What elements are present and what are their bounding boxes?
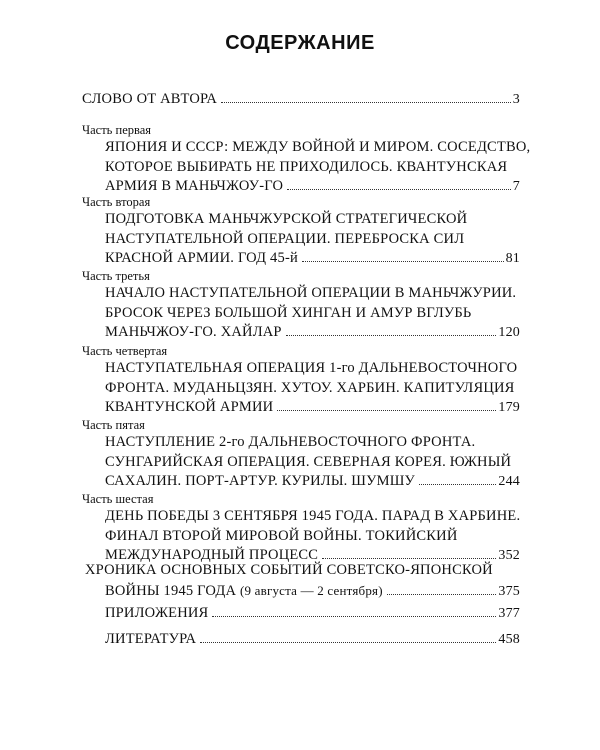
- part-label: Часть четвертая: [82, 344, 168, 358]
- dot-leader: [322, 558, 496, 559]
- toc-entry-line: ПОДГОТОВКА МАНЬЧЖУРСКОЙ СТРАТЕГИЧЕСКОЙ: [105, 211, 468, 227]
- page-number: 352: [498, 548, 520, 563]
- toc-entry-line: КРАСНОЙ АРМИИ. ГОД 45-й: [105, 250, 298, 266]
- date-range: (9 августа — 2 сентября): [239, 582, 383, 598]
- toc-entry-line: НАСТУПАТЕЛЬНАЯ ОПЕРАЦИЯ 1-го ДАЛЬНЕВОСТОЧНОГО: [105, 360, 518, 376]
- page-number: 375: [498, 583, 520, 599]
- dot-leader: [387, 594, 497, 595]
- toc-entry-part-3[interactable]: [82, 268, 520, 343]
- page-title: СОДЕРЖАНИЕ: [225, 32, 375, 54]
- page-number: 3: [512, 92, 520, 107]
- dot-leader: [419, 484, 496, 485]
- toc-entry-chronicle[interactable]: [82, 561, 520, 600]
- toc-entry-line: ДЕНЬ ПОБЕДЫ 3 СЕНТЯБРЯ 1945 ГОДА. ПАРАД В ХАРБИНЕ.: [105, 508, 521, 524]
- page-number: 244: [498, 474, 520, 489]
- toc-entry-line: НАСТУПАТЕЛЬНОЙ ОПЕРАЦИИ. ПЕРЕБРОСКА СИЛ: [105, 230, 465, 247]
- dot-leader: [286, 335, 497, 336]
- toc-entry-line: ФИНАЛ ВТОРОЙ МИРОВОЙ ВОЙНЫ. ТОКИЙСКИЙ: [105, 527, 458, 544]
- dot-leader: [287, 189, 511, 190]
- toc-entry-line: КВАНТУНСКОЙ АРМИИ: [105, 399, 274, 415]
- dot-leader: [302, 261, 504, 262]
- dot-leader: [277, 410, 496, 411]
- toc-entry-line: АРМИЯ В МАНЬЧЖОУ-ГО: [105, 178, 284, 194]
- toc-entry-line: КОТОРОЕ ВЫБИРАТЬ НЕ ПРИХОДИЛОСЬ. КВАНТУНСКАЯ: [105, 158, 508, 175]
- toc-entry-literature[interactable]: [82, 630, 520, 650]
- part-label: Часть третья: [82, 269, 150, 283]
- dot-leader: [221, 102, 511, 103]
- toc-entry-part-2[interactable]: [82, 194, 520, 269]
- toc-entry-line: ФРОНТА. МУДАНЬЦЗЯН. ХУТОУ. ХАРБИН. КАПИТУЛЯЦИЯ: [105, 379, 515, 396]
- toc-entry-part-6[interactable]: [82, 491, 520, 566]
- dot-leader: [200, 642, 496, 643]
- toc-entry-title: СЛОВО ОТ АВТОРА: [82, 91, 218, 107]
- toc-entry-appendices[interactable]: [82, 604, 520, 624]
- toc-entry-part-4[interactable]: [82, 343, 520, 418]
- toc-entry-line: ХРОНИКА ОСНОВНЫХ СОБЫТИЙ СОВЕТСКО-ЯПОНСКОЙ: [85, 562, 493, 578]
- toc-entry-line: НАЧАЛО НАСТУПАТЕЛЬНОЙ ОПЕРАЦИИ В МАНЬЧЖУРИИ.: [105, 285, 517, 301]
- toc-entry-line: ЯПОНИЯ И СССР: МЕЖДУ ВОЙНОЙ И МИРОМ. СОСЕДСТВО,: [105, 139, 531, 155]
- part-label: Часть шестая: [82, 492, 154, 506]
- toc-entry-line: САХАЛИН. ПОРТ-АРТУР. КУРИЛЫ. ШУМШУ: [105, 473, 415, 489]
- page-number: 377: [498, 606, 520, 621]
- part-label: Часть пятая: [82, 418, 145, 432]
- page-number: 120: [498, 325, 520, 340]
- toc-entry-title: ЛИТЕРАТУРА: [105, 631, 197, 647]
- page-number: 458: [498, 632, 520, 647]
- toc-entry-line: НАСТУПЛЕНИЕ 2-го ДАЛЬНЕВОСТОЧНОГО ФРОНТА.: [105, 434, 476, 450]
- page-number: 7: [512, 179, 520, 194]
- part-label: Часть первая: [82, 123, 152, 137]
- toc-entry-part-5[interactable]: [82, 417, 520, 492]
- toc-entry-line: МАНЬЧЖОУ-ГО. ХАЙЛАР: [105, 324, 282, 340]
- toc-entry-line: МЕЖДУНАРОДНЫЙ ПРОЦЕСС: [105, 547, 319, 563]
- toc-entry-line: СУНГАРИЙСКАЯ ОПЕРАЦИЯ. СЕВЕРНАЯ КОРЕЯ. ЮЖНЫЙ: [105, 453, 512, 470]
- toc-entry-line: БРОСОК ЧЕРЕЗ БОЛЬШОЙ ХИНГАН И АМУР ВГЛУБЬ: [105, 304, 472, 321]
- page-number: 179: [498, 400, 520, 415]
- toc-entry-part-1[interactable]: [82, 122, 531, 197]
- toc-entry-title: ПРИЛОЖЕНИЯ: [105, 605, 209, 621]
- part-label: Часть вторая: [82, 195, 151, 209]
- page-number: 81: [505, 251, 520, 266]
- dot-leader: [212, 616, 496, 617]
- toc-entry-line: ВОЙНЫ 1945 ГОДА: [105, 582, 237, 599]
- toc-entry-foreword[interactable]: [82, 90, 520, 110]
